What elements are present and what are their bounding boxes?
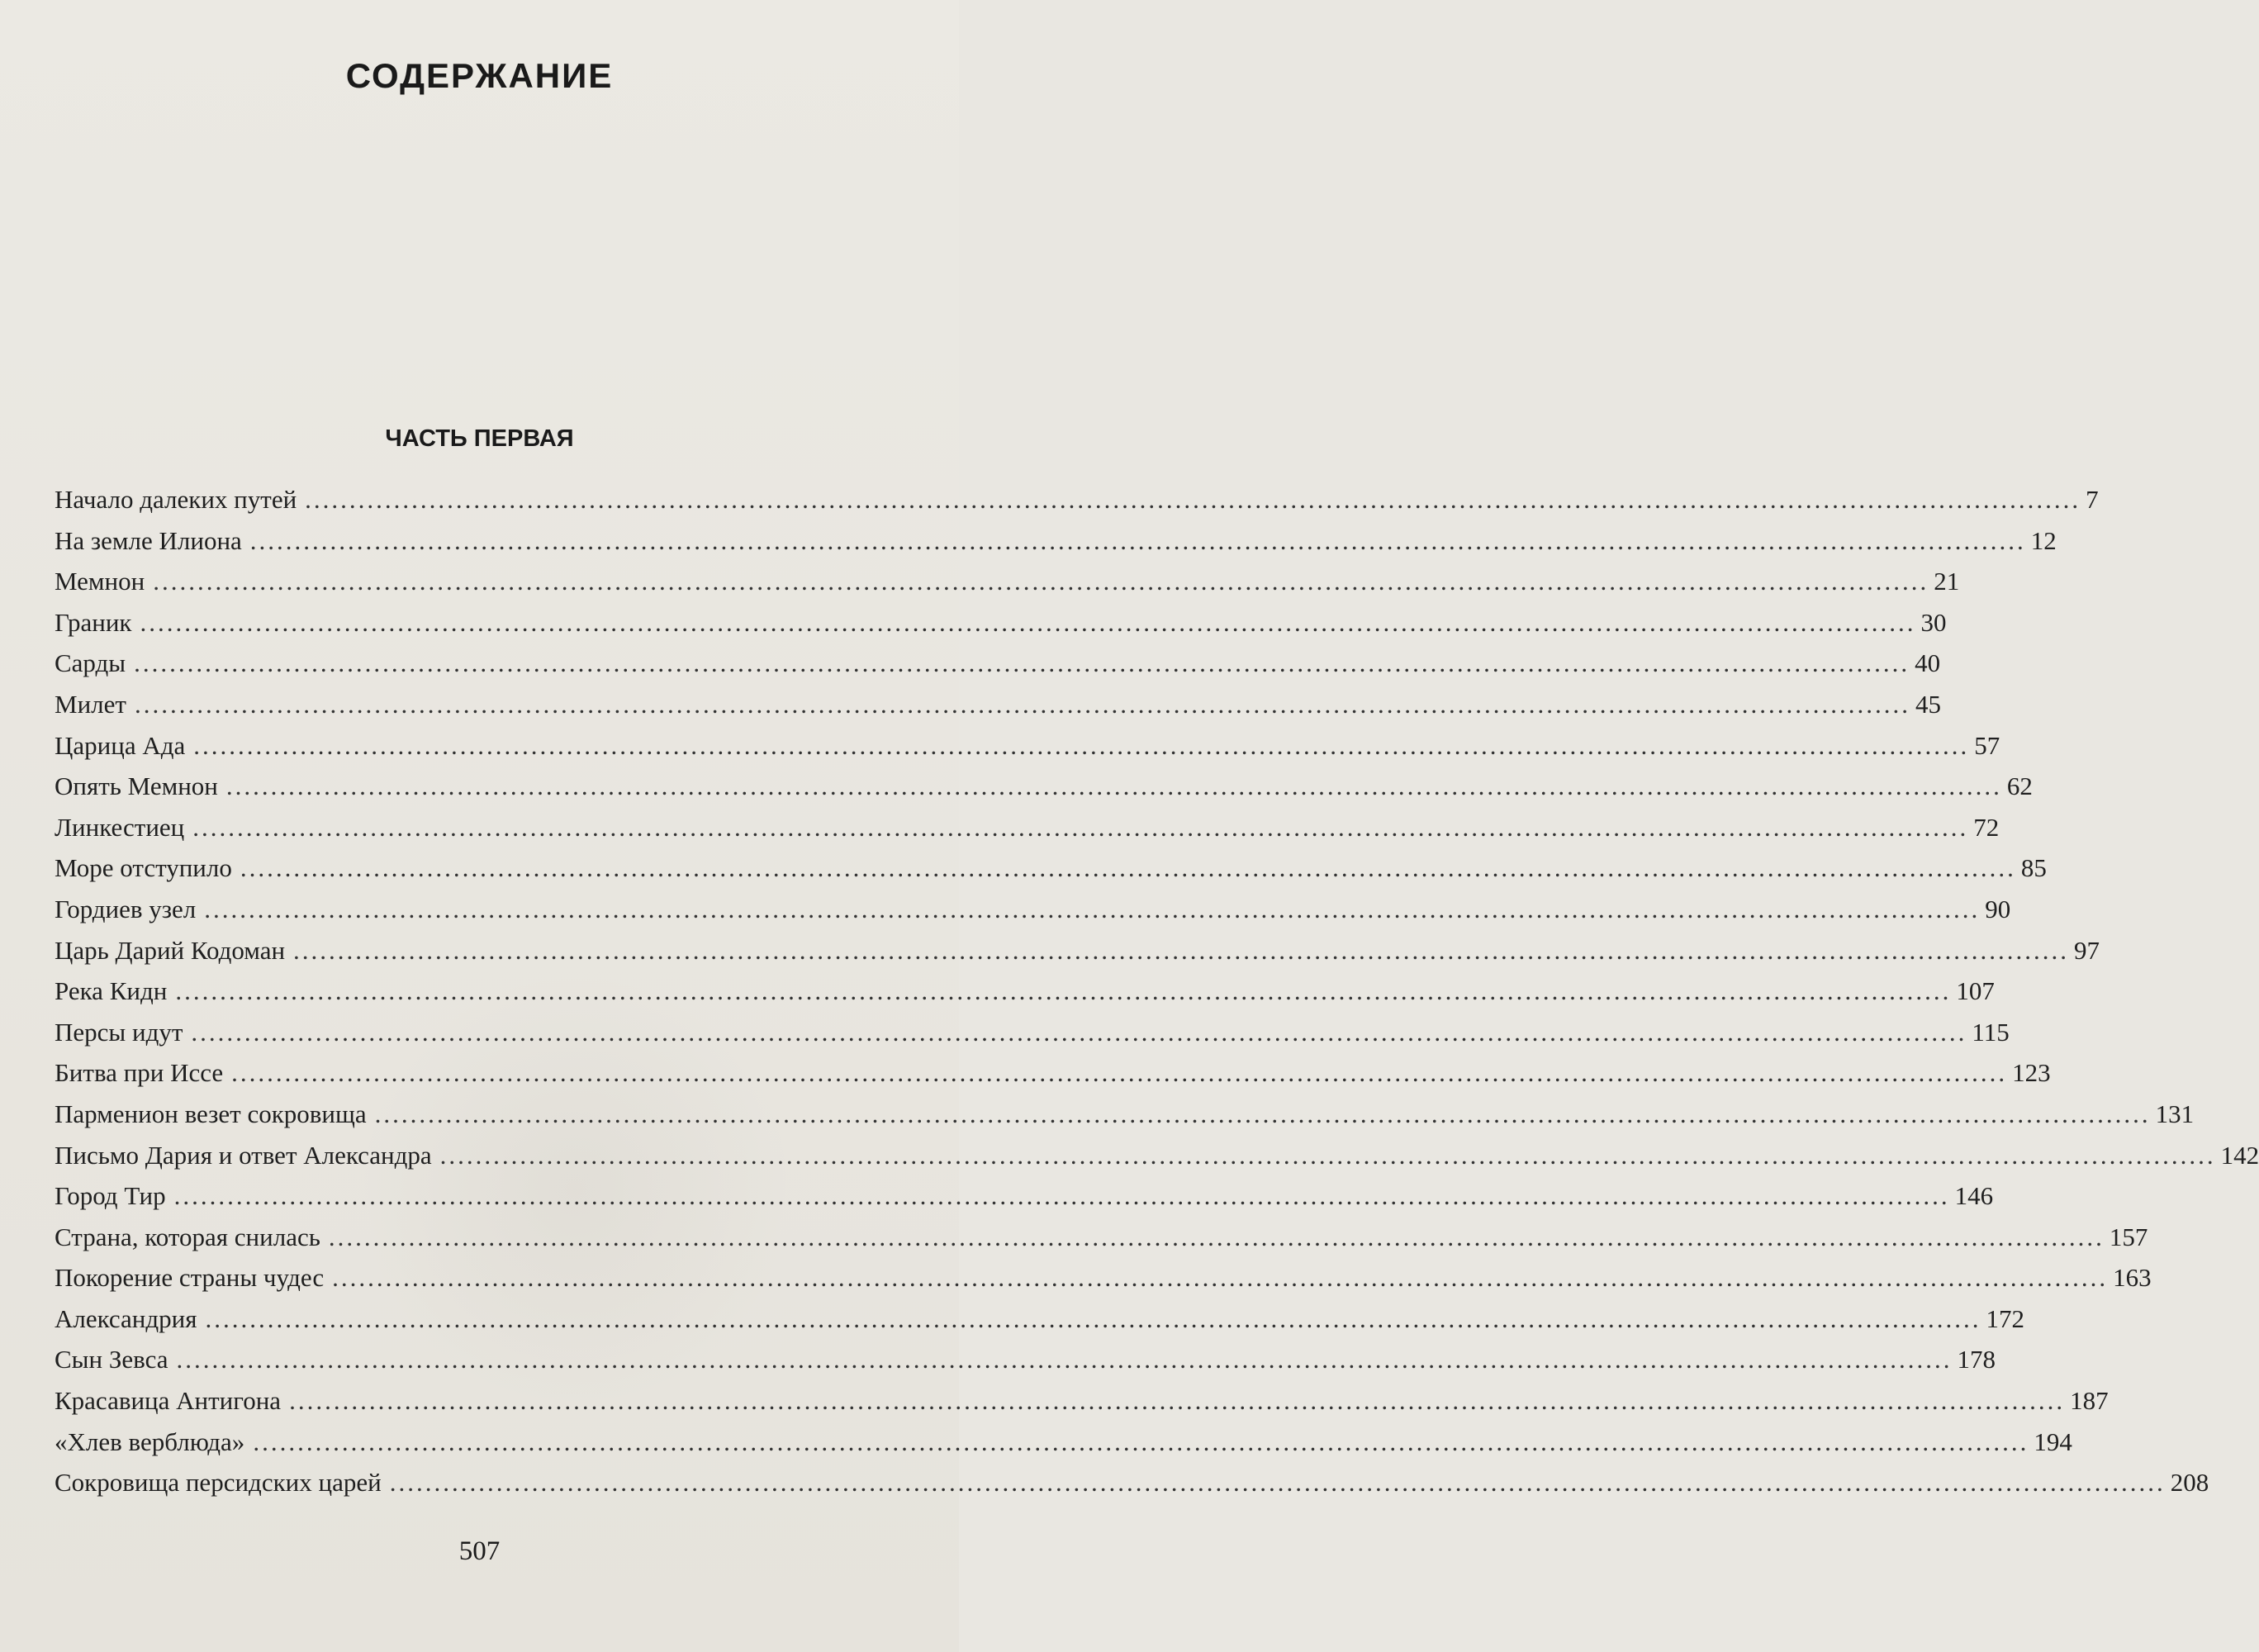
toc-entry-page: 123: [2012, 1058, 2051, 1088]
toc-entry: [55, 971, 1995, 1012]
toc-entry-page: 21: [1934, 567, 1960, 596]
toc-entry-page: 107: [1956, 976, 1995, 1006]
toc-entry: [55, 1298, 2025, 1340]
toc-leader-dots: ........................................................................................................................................................................................................: [332, 1263, 2109, 1293]
toc-leader-dots: ........................................................................................................................................................................................................: [193, 730, 1970, 760]
toc-leader-dots: ........................................................................................................................................................................................................: [253, 1427, 2029, 1456]
toc-entry: [55, 930, 2100, 971]
toc-leader-dots: ........................................................................................................................................................................................................: [293, 935, 2070, 965]
toc-entry-title: Страна, которая снилась: [55, 1222, 320, 1251]
toc-entry: [55, 1339, 1996, 1380]
toc-leader-dots: ........................................................................................................................................................................................................: [328, 1222, 2105, 1251]
toc-leader-dots: ........................................................................................................................................................................................................: [134, 648, 1910, 678]
toc-leader-dots: ........................................................................................................................................................................................................: [191, 1017, 1967, 1047]
toc-entry-page: 85: [2020, 853, 2047, 883]
toc-entry: [55, 1422, 2072, 1463]
toc-entry-title: Город Тир: [55, 1181, 166, 1211]
toc-entry: [55, 1094, 2195, 1135]
toc-entry-title: Начало далеких путей: [55, 485, 297, 514]
toc-leader-dots: ........................................................................................................................................................................................................: [175, 976, 1952, 1006]
toc-entry-title: Гордиев узел: [55, 894, 197, 923]
toc-entry: [55, 1462, 2209, 1503]
toc-leader-dots: ........................................................................................................................................................................................................: [134, 689, 1910, 719]
toc-entry-page: 146: [1954, 1181, 1994, 1211]
table-of-contents: [55, 479, 2259, 1503]
toc-entry: [55, 889, 2011, 930]
toc-entry-page: 131: [2155, 1099, 2195, 1128]
toc-entry-title: Царица Ада: [55, 730, 186, 760]
toc-entry-page: 57: [1974, 730, 2000, 760]
toc-entry-page: 12: [2030, 525, 2057, 555]
toc-entry-page: 178: [1957, 1345, 1996, 1374]
toc-leader-dots: ........................................................................................................................................................................................................: [176, 1345, 1953, 1374]
toc-leader-dots: ........................................................................................................................................................................................................: [192, 812, 1969, 842]
toc-leader-dots: ........................................................................................................................................................................................................: [249, 525, 2026, 555]
toc-entry-title: Река Кидн: [55, 976, 168, 1006]
toc-entry-title: Александрия: [55, 1303, 197, 1333]
toc-entry-page: 142: [2220, 1140, 2259, 1170]
toc-entry: [55, 807, 2000, 848]
toc-entry-title: Письмо Дария и ответ Александра: [55, 1140, 432, 1170]
toc-entry: [55, 1175, 1994, 1217]
toc-entry-title: На земле Илиона: [55, 525, 242, 555]
toc-entry: [55, 847, 2047, 889]
toc-entry: [55, 684, 1941, 725]
toc-entry-page: 72: [1973, 812, 2000, 842]
toc-entry-page: 90: [1985, 894, 2011, 923]
toc-entry: [55, 1380, 2109, 1422]
toc-leader-dots: ........................................................................................................................................................................................................: [225, 771, 2002, 801]
toc-leader-dots: ........................................................................................................................................................................................................: [173, 1181, 1950, 1211]
toc-leader-dots: ........................................................................................................................................................................................................: [231, 1058, 2008, 1088]
toc-entry: [55, 1257, 2152, 1298]
toc-entry-page: 97: [2074, 935, 2100, 965]
toc-entry-page: 40: [1915, 648, 1941, 678]
toc-entry-page: 163: [2113, 1263, 2152, 1293]
toc-leader-dots: ........................................................................................................................................................................................................: [389, 1468, 2166, 1498]
toc-entry-page: 7: [2086, 485, 2099, 514]
toc-entry-title: Царь Дарий Кодоман: [55, 935, 286, 965]
toc-entry-title: Милет: [55, 689, 126, 719]
toc-entry-title: «Хлев верблюда»: [55, 1427, 245, 1456]
toc-entry-page: 62: [2006, 771, 2033, 801]
toc-entry-page: 172: [1986, 1303, 2025, 1333]
contents-heading: СОДЕРЖАНИЕ: [345, 56, 614, 95]
toc-leader-dots: ........................................................................................................................................................................................................: [374, 1099, 2151, 1128]
toc-leader-dots: ........................................................................................................................................................................................................: [153, 567, 1929, 596]
toc-entry-title: Море отступило: [55, 853, 232, 883]
toc-entry-title: Парменион везет сокровища: [55, 1099, 367, 1128]
toc-leader-dots: ........................................................................................................................................................................................................: [204, 894, 1981, 923]
toc-entry-title: Линкестиец: [55, 812, 185, 842]
toc-entry-title: Персы идут: [55, 1017, 183, 1047]
toc-entry-page: 45: [1915, 689, 1941, 719]
page-number: 507: [458, 1536, 501, 1566]
toc-entry-page: 208: [2170, 1468, 2209, 1498]
toc-entry: [55, 1217, 2148, 1258]
toc-entry: [55, 1052, 2051, 1094]
toc-entry: [55, 520, 2057, 562]
toc-entry-page: 194: [2034, 1427, 2072, 1456]
toc-entry-page: 157: [2109, 1222, 2148, 1251]
toc-entry-page: 115: [1972, 1017, 2010, 1047]
toc-entry: [55, 766, 2033, 807]
toc-entry: [55, 725, 2000, 767]
toc-entry-title: Мемнон: [55, 567, 145, 596]
toc-entry: [55, 643, 1941, 684]
section-heading: ЧАСТЬ ПЕРВАЯ: [385, 425, 574, 452]
toc-entry-title: Граник: [55, 607, 132, 637]
toc-leader-dots: ........................................................................................................................................................................................................: [439, 1140, 2216, 1170]
toc-entry-title: Сокровища персидских царей: [55, 1468, 382, 1498]
toc-entry-page: 187: [2070, 1386, 2109, 1416]
toc-entry: [55, 602, 1947, 643]
toc-entry-title: Красавица Антигона: [55, 1386, 282, 1416]
toc-entry-title: Сын Зевса: [55, 1345, 168, 1374]
toc-leader-dots: ........................................................................................................................................................................................................: [205, 1303, 1981, 1333]
toc-leader-dots: ........................................................................................................................................................................................................: [240, 853, 2016, 883]
toc-entry-page: 30: [1920, 607, 1947, 637]
toc-entry: [55, 1135, 2259, 1176]
toc-entry-title: Битва при Иссе: [55, 1058, 224, 1088]
toc-entry: [55, 1012, 2010, 1053]
toc-entry-title: Сарды: [55, 648, 126, 678]
toc-entry: [55, 561, 1960, 602]
toc-entry: [55, 479, 2099, 520]
toc-leader-dots: ........................................................................................................................................................................................................: [140, 607, 1916, 637]
toc-leader-dots: ........................................................................................................................................................................................................: [289, 1386, 2066, 1416]
toc-entry-title: Опять Мемнон: [55, 771, 218, 801]
toc-entry-title: Покорение страны чудес: [55, 1263, 325, 1293]
toc-leader-dots: ........................................................................................................................................................................................................: [305, 485, 2081, 514]
